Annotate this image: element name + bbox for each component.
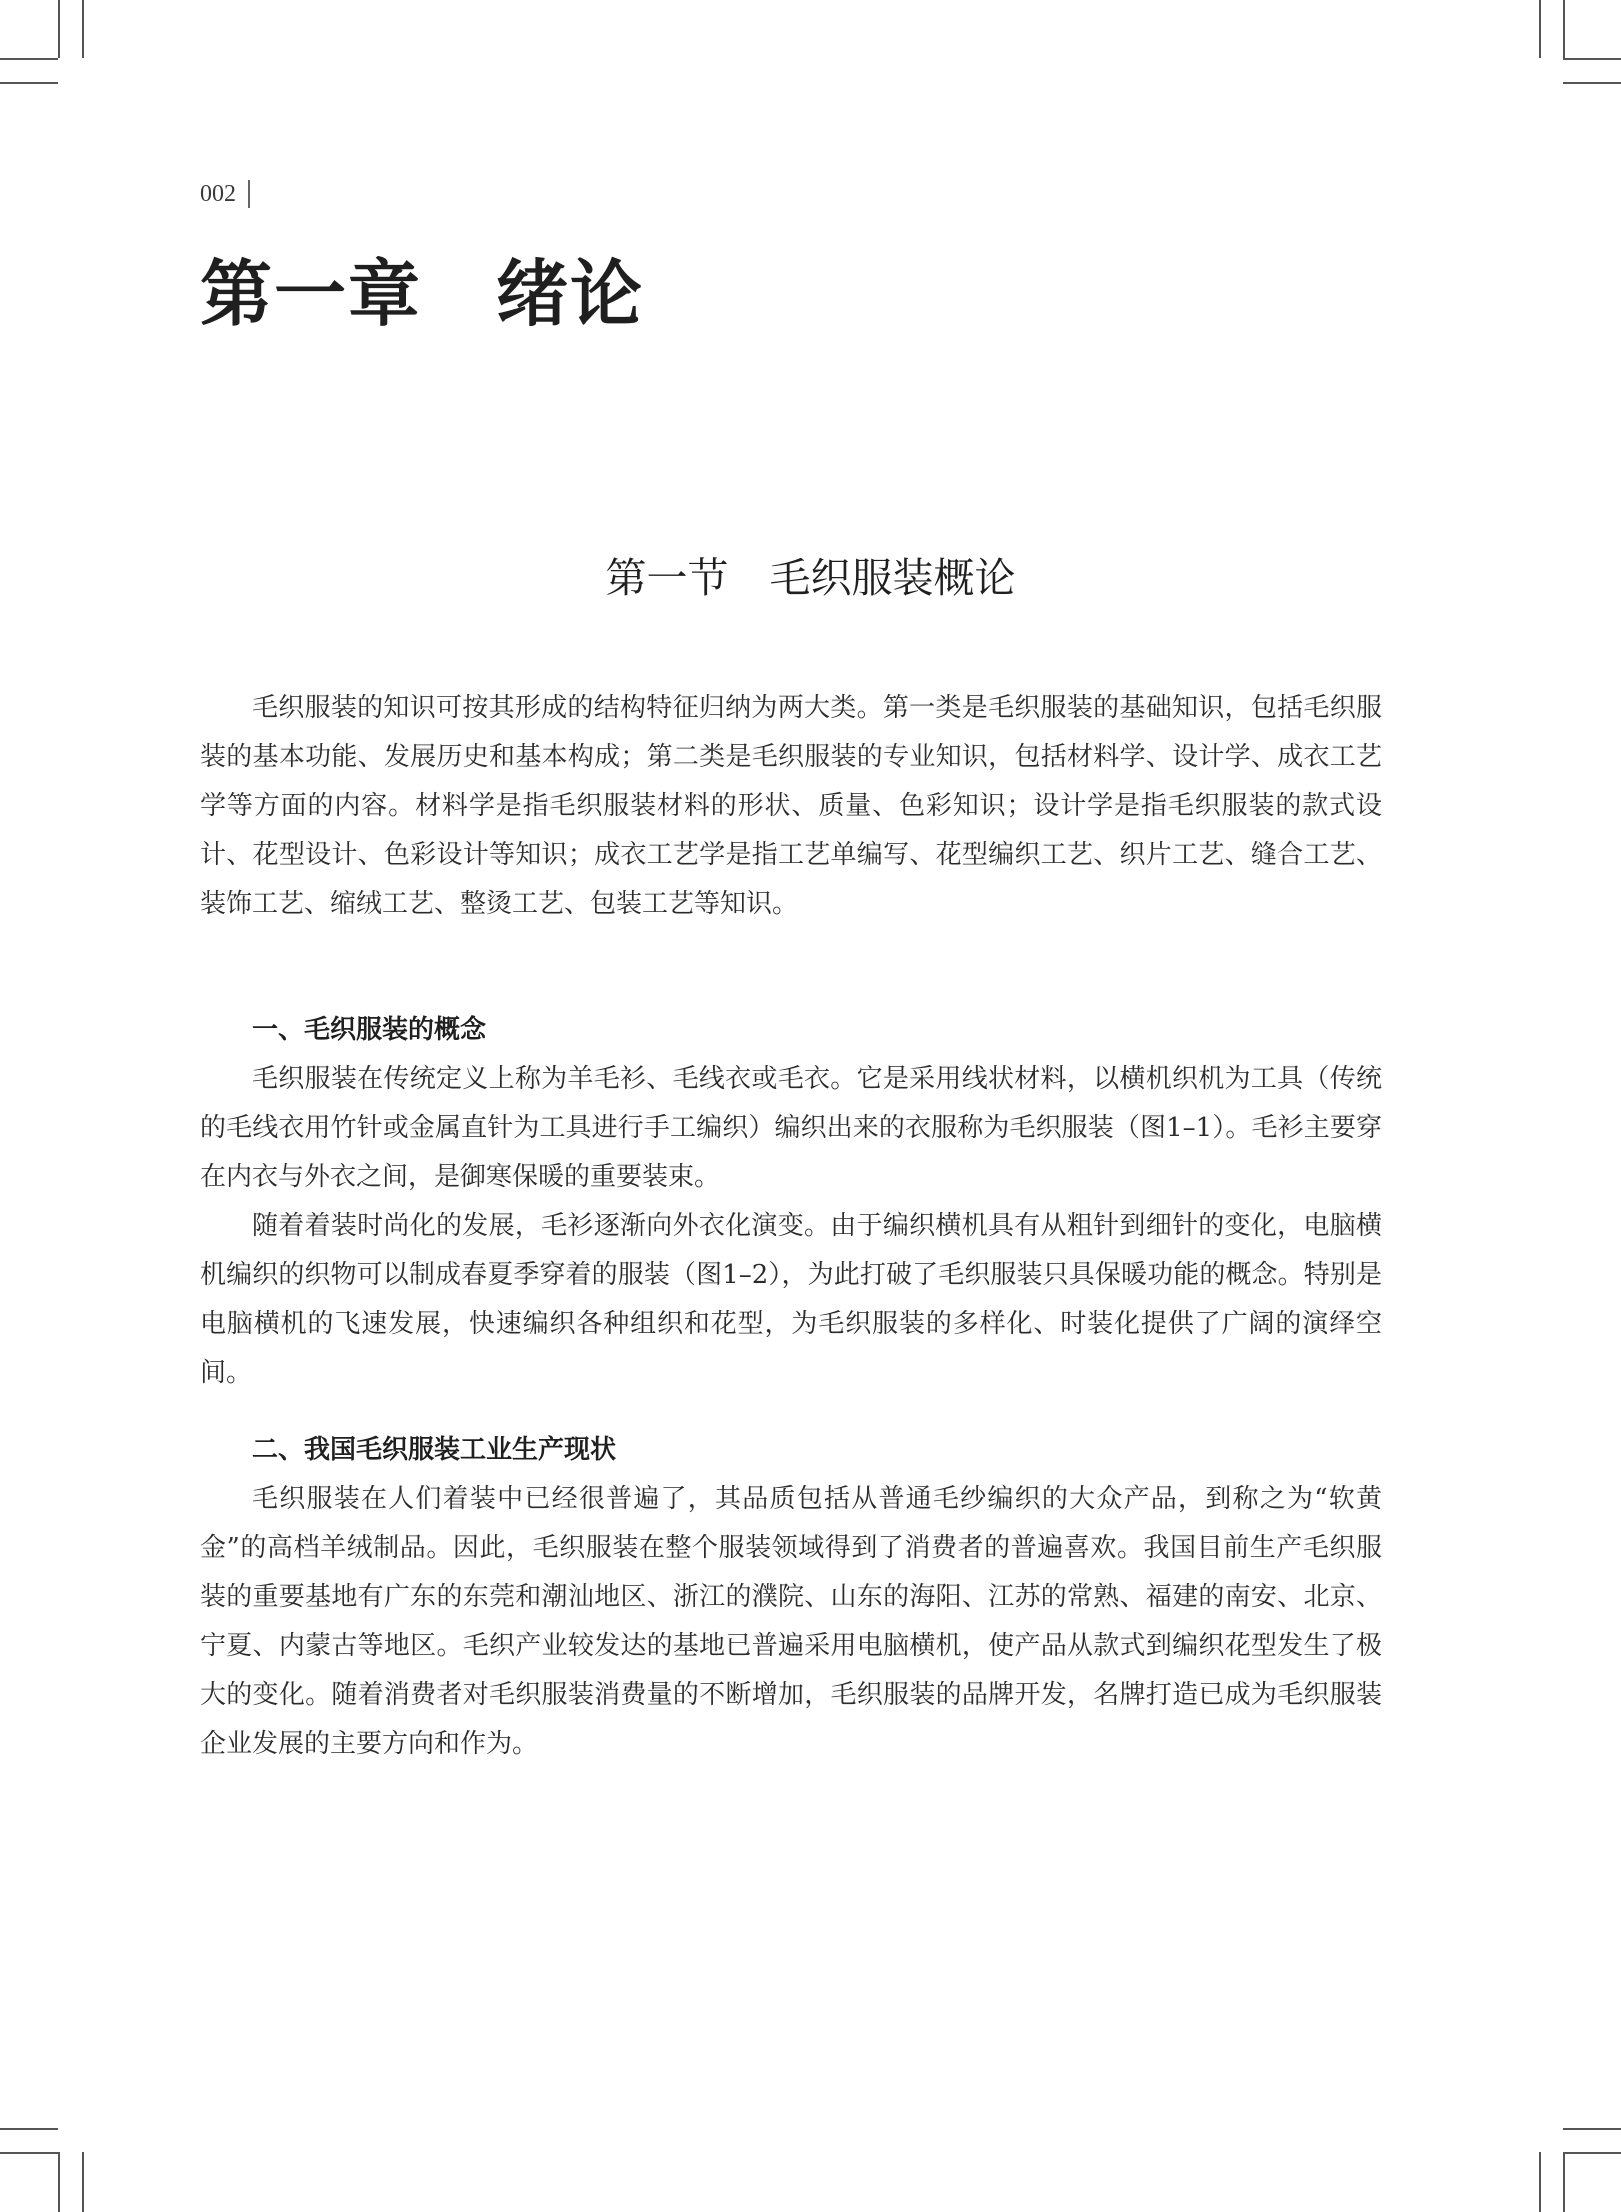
- page-number-header: [200, 180, 250, 208]
- crop-mark-top-right-h2: [1563, 82, 1621, 84]
- crop-mark-bottom-right-v1: [1539, 2152, 1541, 2212]
- crop-mark-bottom-left-h2: [0, 2152, 58, 2154]
- subsection-heading-concept: 一、毛织服装的概念: [252, 1015, 487, 1045]
- concept-paragraph-2: 随着着装时尚化的发展，毛衫逐渐向外衣化演变。由于编织横机具有从粗针到细针的变化，电脑横机编织的织物可以制成春夏季穿着的服装（图1–2），为此打破了毛织服装只具保暖功能的概念。特别是电脑横机的飞速发展，快速编织各种组织和花型，为毛织服装的多样化、时装化提供了广阔的演绎空间。: [200, 1211, 1382, 1388]
- chapter-title: 第一章 绪论: [200, 251, 645, 336]
- crop-mark-top-right-v1: [1539, 0, 1541, 58]
- crop-mark-top-left-h1: [0, 58, 58, 60]
- page-number-divider: [248, 180, 250, 208]
- section-title: 第一节 毛织服装概论: [605, 554, 1016, 602]
- intro-body: [200, 684, 1382, 929]
- industry-paragraph-1: 毛织服装在人们着装中已经很普遍了，其品质包括从普通毛纱编织的大众产品，到称之为“软黄金”的高档羊绒制品。因此，毛织服装在整个服装领域得到了消费者的普遍喜欢。我国目前生产毛织服装的重要基地有广东的东莞和潮汕地区、浙江的濮院、山东的海阳、江苏的常熟、福建的南安、北京、宁夏、内蒙古等地区。毛织产业较发达的基地已普遍采用电脑横机，使产品从款式到编织花型发生了极大的变化。随着消费者对毛织服装消费量的不断增加，毛织服装的品牌开发，名牌打造已成为毛织服装企业发展的主要方向和作为。: [200, 1484, 1382, 1759]
- page-number: 002: [200, 180, 236, 207]
- subsection-body-industry: [200, 1475, 1382, 1769]
- concept-paragraph-1: 毛织服装在传统定义上称为羊毛衫、毛线衣或毛衣。它是采用线状材料，以横机织机为工具（传统的毛线衣用竹针或金属直针为工具进行手工编织）编织出来的衣服称为毛织服装（图1–1）。毛衫主要穿在内衣与外衣之间，是御寒保暖的重要装束。: [200, 1064, 1382, 1192]
- crop-mark-top-left-v2: [82, 0, 84, 58]
- crop-mark-bottom-right-h2: [1563, 2152, 1621, 2154]
- crop-mark-bottom-right-v2: [1563, 2152, 1565, 2212]
- intro-paragraph: 毛织服装的知识可按其形成的结构特征归纳为两大类。第一类是毛织服装的基础知识，包括毛织服装的基本功能、发展历史和基本构成；第二类是毛织服装的专业知识，包括材料学、设计学、成衣工艺学等方面的内容。材料学是指毛织服装材料的形状、质量、色彩知识；设计学是指毛织服装的款式设计、花型设计、色彩设计等知识；成衣工艺学是指工艺单编写、花型编织工艺、织片工艺、缝合工艺、装饰工艺、缩绒工艺、整烫工艺、包装工艺等知识。: [200, 693, 1382, 919]
- crop-mark-bottom-right-h1: [1563, 2128, 1621, 2130]
- crop-mark-top-left-v1: [58, 0, 60, 58]
- subsection-heading-industry: 二、我国毛织服装工业生产现状: [252, 1435, 617, 1465]
- crop-mark-top-right-v2: [1563, 0, 1565, 58]
- crop-mark-top-left-h2: [0, 82, 58, 84]
- crop-mark-bottom-left-h1: [0, 2128, 58, 2130]
- crop-mark-top-right-h1: [1563, 58, 1621, 60]
- subsection-body-concept: [200, 1055, 1382, 1398]
- crop-mark-bottom-left-v2: [82, 2152, 84, 2212]
- crop-mark-bottom-left-v1: [58, 2152, 60, 2212]
